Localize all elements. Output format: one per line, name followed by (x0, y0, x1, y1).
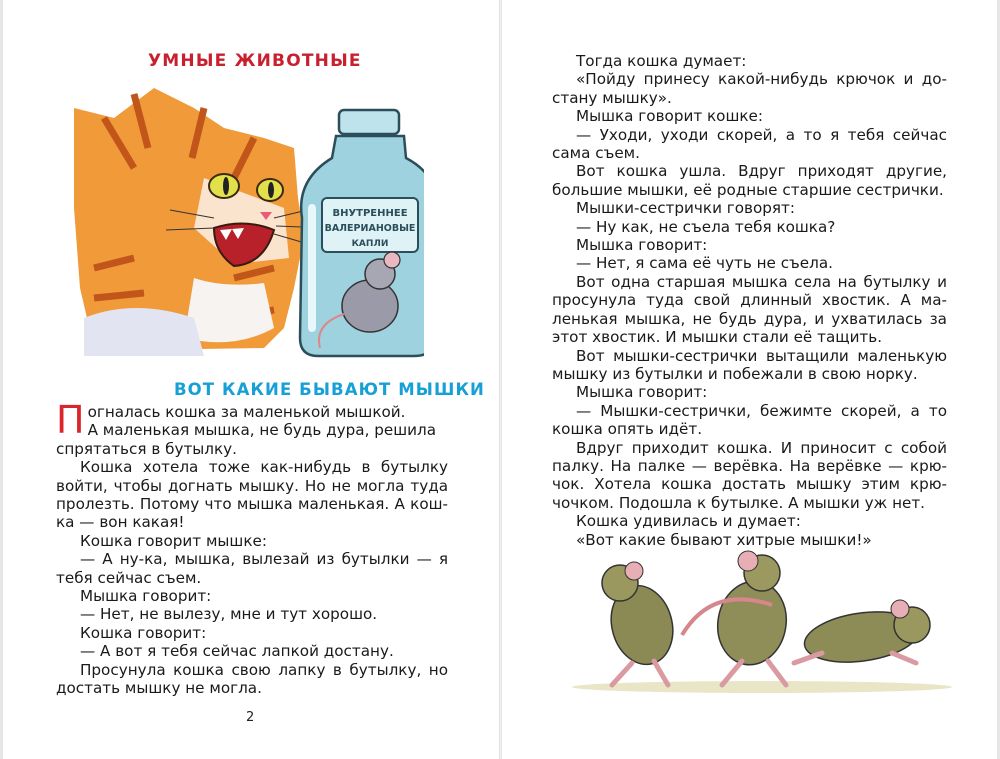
right-page (502, 0, 1000, 759)
text-line: Мышки-сестрички говорят: (576, 199, 796, 218)
paragraph (56, 587, 448, 605)
text-line: Вдруг приходит кошка. И приносит с собой (576, 438, 947, 457)
paragraph (552, 107, 947, 125)
bottle-neck (339, 110, 399, 134)
text-line: Вот мышки-сестрички вытащили маленькую (576, 346, 947, 365)
text-line: Кошка удивилась и думает: (576, 512, 801, 531)
text-line: — Уходи, уходи скорей, а то я тебя сейчас (576, 125, 947, 144)
text-line: «Вот какие бывают хитрые мышки!» (576, 530, 872, 549)
paragraph (552, 402, 947, 439)
page-number: 2 (246, 710, 255, 725)
text-line: Вот кошка ушла. Вдруг приходят другие, (576, 162, 947, 181)
text-line: — Нет, не вылезу, мне и тут хорошо. (80, 605, 378, 624)
mouse-in-bottle-body (342, 280, 398, 332)
paragraph (552, 52, 947, 70)
text-line: Мышка говорит: (576, 383, 708, 402)
text-line: чок. Хотела кошка достать мышку этим крю- (552, 475, 947, 494)
paragraph (552, 383, 947, 401)
text-line: Кошка говорит мышке: (80, 531, 267, 550)
text-line: Мышка говорит кошке: (576, 107, 763, 126)
text-line: стану мышку». (552, 88, 672, 107)
text-line: спрятаться в бутылку. (56, 439, 237, 458)
paragraph (552, 254, 947, 272)
text-line: за этот хвостик. И мышки стали её тащить. (552, 309, 947, 347)
section-title: УМНЫЕ ЖИВОТНЫЕ (148, 51, 362, 71)
mice-svg (572, 545, 952, 695)
cat-and-bottle-illustration (74, 88, 424, 368)
text-line: — А вот я тебя сейчас лапкой достану. (80, 642, 394, 661)
paragraph (552, 236, 947, 254)
text-line: А маленькая мышка, не будь дура, решила (87, 421, 437, 440)
paragraph (56, 624, 448, 642)
cat-pupil-left (223, 177, 229, 195)
paragraph (56, 550, 448, 587)
text-line: мышку из бутылки и побежали в свою норку. (552, 364, 918, 383)
text-line: войти, чтобы догнать мышку. Но не могла туда (56, 476, 448, 495)
ground-shadow (572, 681, 952, 693)
text-line: ка — вон какая! (56, 513, 185, 532)
text-line: Кошка хотела тоже как-нибудь в бутылку (80, 458, 448, 477)
left-body-text (56, 398, 448, 698)
bottle-label-line-1: ВНУТРЕННЕЕ (332, 208, 408, 219)
text-line: «Пойду принесу какой-нибудь крючок и до- (576, 70, 947, 89)
text-line: — Мышки-сестрички, бежимте скорей, а то (576, 401, 947, 420)
text-line: чочком. Подошла к бутылке. А мышки уж нет. (552, 493, 926, 512)
paragraph (56, 532, 448, 550)
paragraph (552, 126, 947, 163)
mouse-2-ear (738, 551, 758, 571)
text-line: Мышка говорит: (80, 587, 212, 606)
paragraph (56, 605, 448, 623)
text-line: — Ну как, не съела тебя кошка? (576, 217, 836, 236)
text-line: — Нет, я сама её чуть не съела. (576, 254, 833, 273)
paragraph (552, 162, 947, 199)
paragraph-first (56, 398, 448, 458)
text-line: я тебя сейчас съем. (56, 550, 448, 587)
text-line: кошка опять идёт. (552, 420, 703, 439)
text-line: сама съем. (552, 144, 640, 163)
text-line: пролезть. Потому что мышка маленькая. А кош- (56, 495, 448, 514)
paragraph (552, 512, 947, 530)
mouse-in-bottle-ear (384, 252, 400, 268)
story-title: ВОТ КАКИЕ БЫВАЮТ МЫШКИ (174, 380, 485, 399)
paragraph (552, 347, 947, 384)
text-line: Просунула кошка свою лапку в бутылку, но (80, 660, 448, 679)
text-line: — А ну-ка, мышка, вылезай из бутылки — (80, 550, 432, 569)
text-line: достать мышку не могла. (56, 679, 262, 698)
mouse-2-body (711, 576, 793, 671)
text-line: палку. На палке — верёвка. На верёвке — крю- (552, 456, 947, 475)
first-line: огналась кошка за маленькой мышкой. (87, 403, 406, 421)
cat-bottle-svg (74, 88, 424, 368)
right-body-text (552, 52, 947, 549)
paragraph (56, 642, 448, 660)
mouse-1-ear (625, 562, 643, 580)
text-line: и просунула туда свой длинный хвостик. А ма- (552, 272, 948, 310)
paragraph (552, 199, 947, 217)
mouse-1-legs (612, 661, 668, 685)
text-line: Вот одна старшая мышка села на бутылку (576, 272, 931, 291)
text-line: большие мышки, её родные старшие сестрички. (552, 180, 944, 199)
text-line: ленькая мышка, не будь дура, и ухватилась (552, 309, 923, 328)
paragraph (552, 70, 947, 107)
bottle-label-line-2: ВАЛЕРИАНОВЫЕ (324, 223, 416, 234)
paragraph (552, 218, 947, 236)
running-mice-illustration (572, 545, 952, 695)
paragraph (552, 439, 947, 513)
paragraph (56, 458, 448, 532)
text-line: Мышка говорит: (576, 236, 708, 255)
text-line: Тогда кошка думает: (576, 52, 747, 70)
bottle-label-line-3: КАПЛИ (351, 239, 389, 249)
cat-pupil-right (268, 182, 274, 198)
paragraph (552, 273, 947, 347)
mouse-3-ear (891, 600, 909, 618)
text-line: Кошка говорит: (80, 623, 207, 642)
paragraph (56, 661, 448, 698)
drop-cap: П (56, 398, 85, 442)
